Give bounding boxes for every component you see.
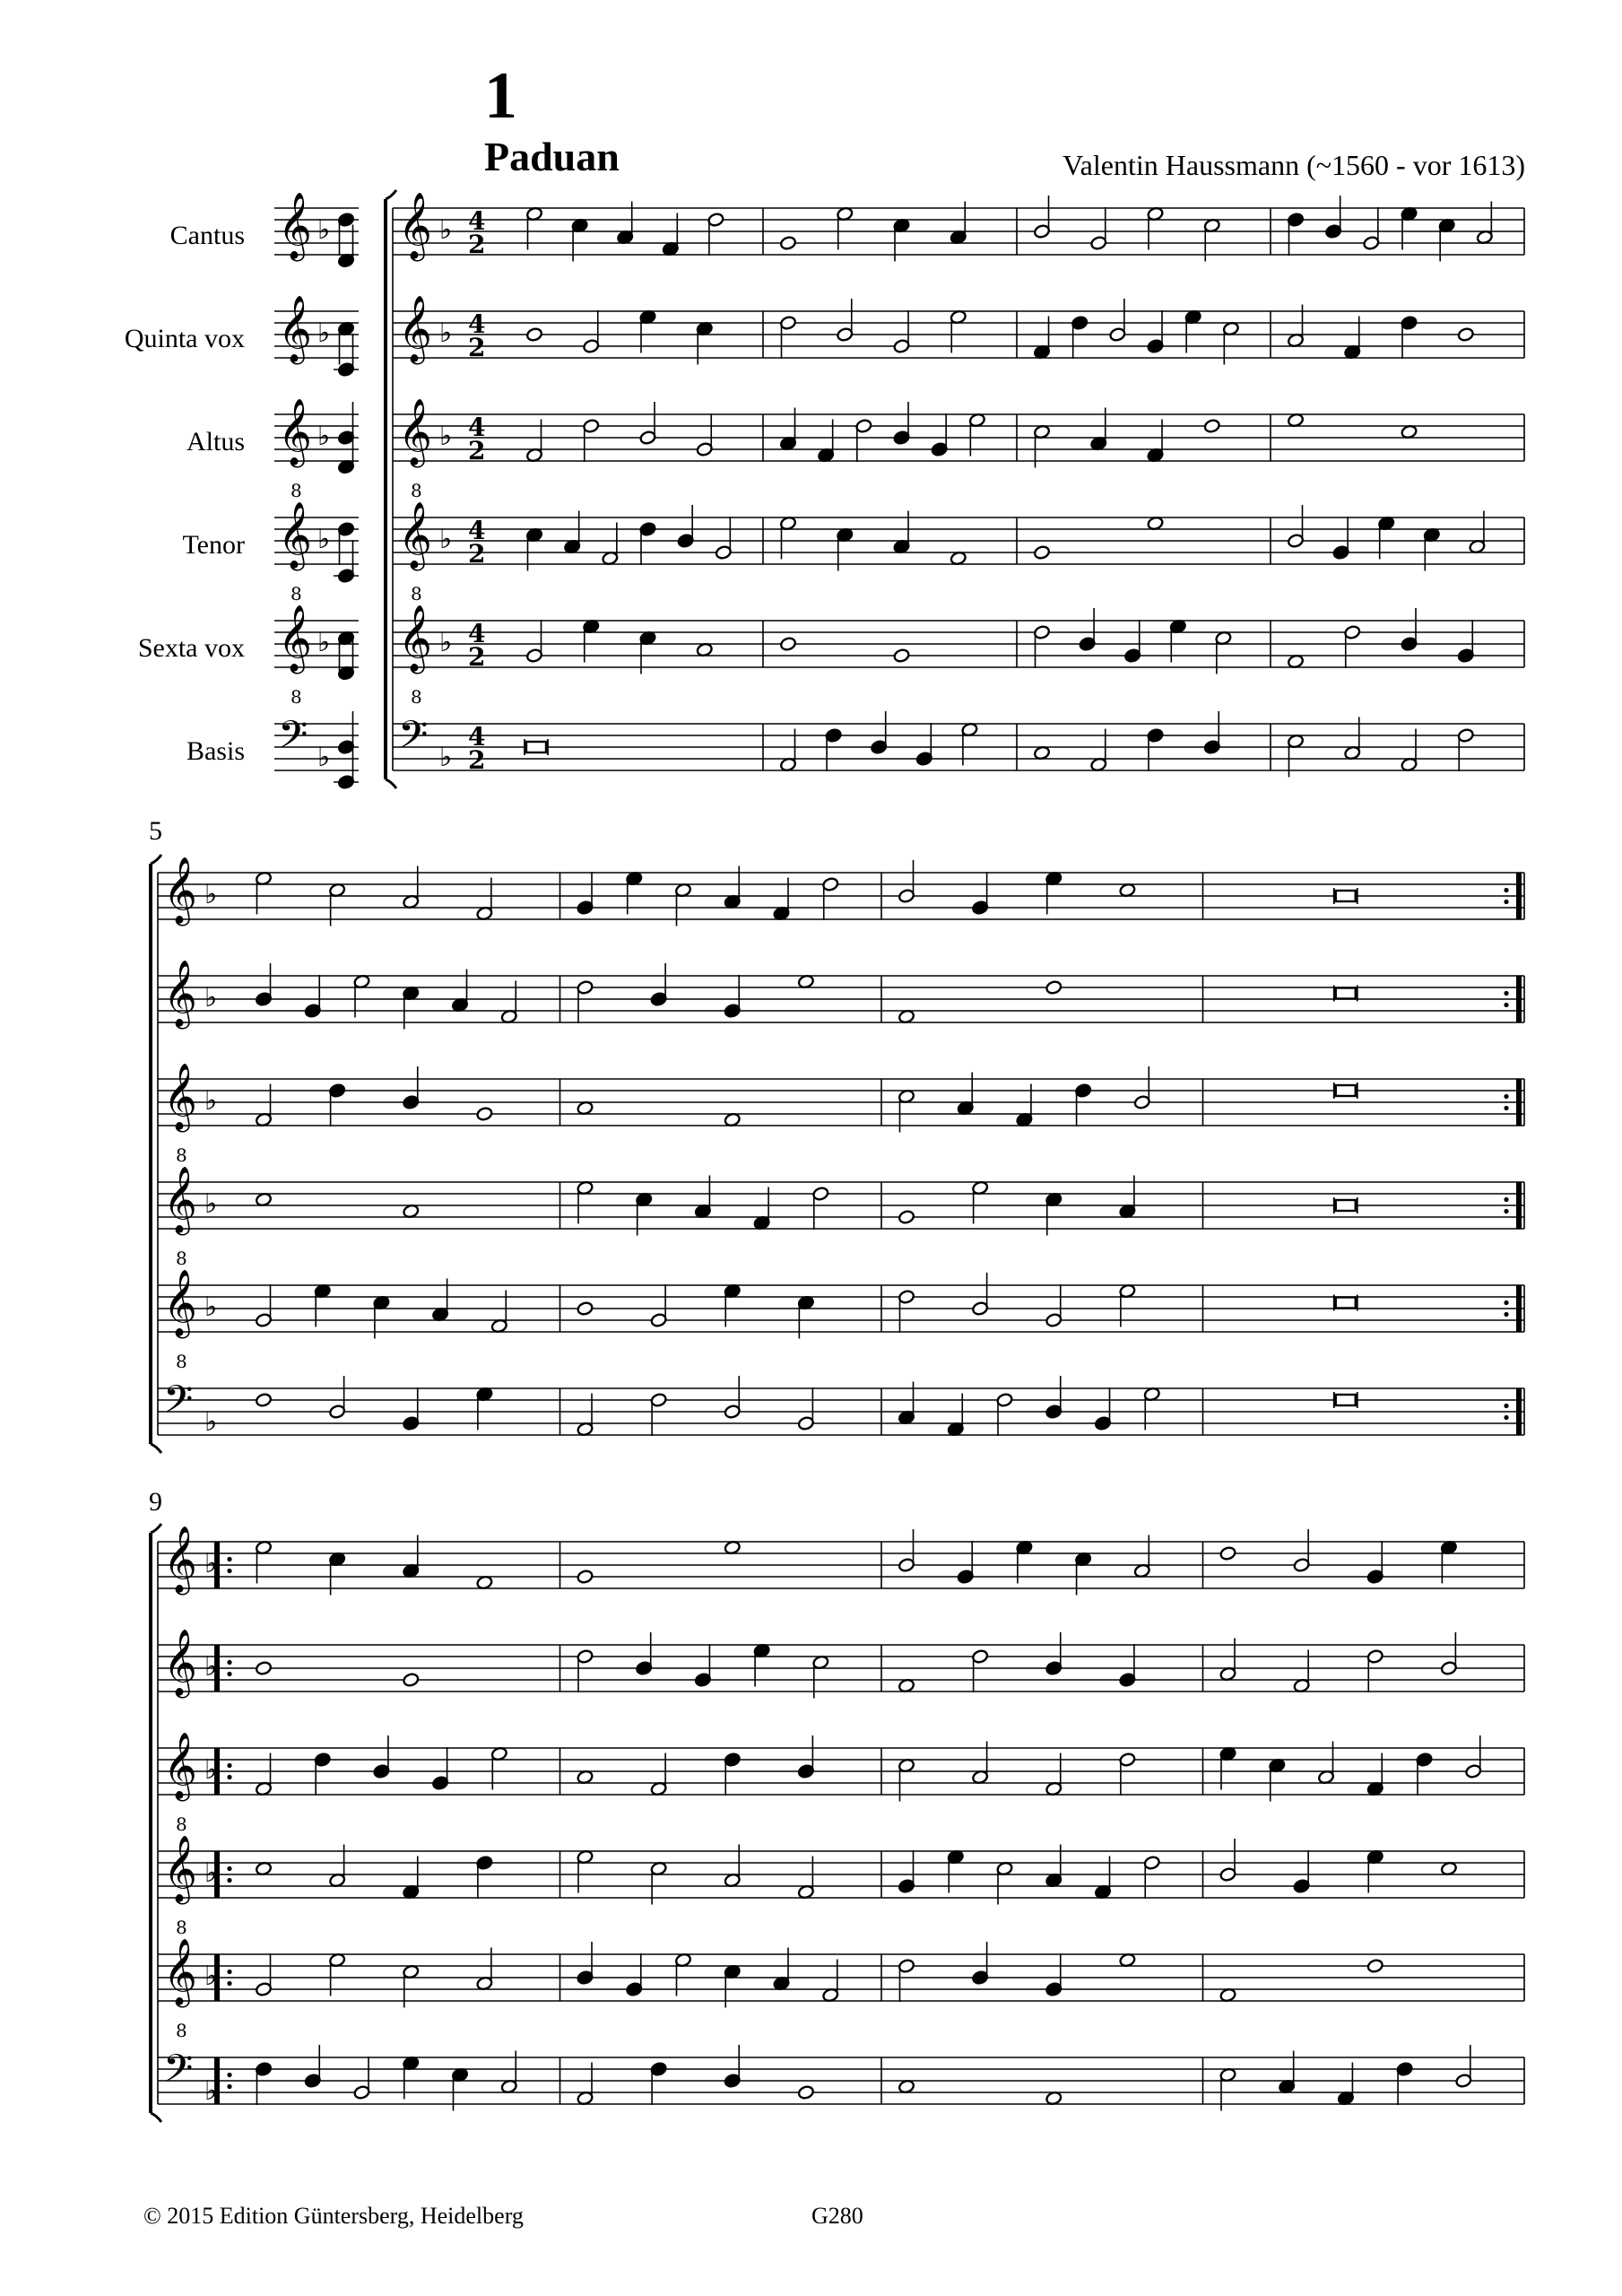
system-1 [386, 190, 1524, 788]
breve-note [1336, 1085, 1356, 1096]
breve-note [1336, 891, 1356, 901]
whole-note [255, 1661, 272, 1676]
whole-note [779, 236, 796, 251]
system-2 [151, 855, 1524, 1453]
breve-note [1336, 1395, 1356, 1405]
repeat-dot [1504, 1312, 1508, 1317]
half-note [837, 327, 854, 343]
part-name-cantus: Cantus [169, 221, 245, 250]
treble-clef: 𝄞 [278, 296, 312, 362]
half-note [1133, 1095, 1150, 1110]
key-signature-flat: ♭ [439, 421, 453, 452]
quarter-note [1401, 316, 1418, 331]
octave-marker: 8 [176, 1813, 187, 1835]
breve-note [1336, 1298, 1356, 1309]
quarter-note [626, 1982, 643, 1997]
whole-note [577, 1301, 594, 1317]
quarter-note [1124, 648, 1141, 664]
repeat-dot [227, 1660, 231, 1665]
key-signature-flat: ♭ [439, 742, 453, 773]
half-note [779, 316, 796, 331]
quarter-note [898, 1879, 915, 1894]
quarter-note [636, 1661, 653, 1676]
quarter-note [577, 900, 594, 916]
treble-clef: 𝄞 [398, 605, 432, 672]
half-note [353, 2085, 370, 2100]
bracket-hook [386, 779, 396, 788]
repeat-dot [227, 2084, 231, 2089]
octave-marker: 8 [411, 480, 422, 501]
time-signature-bottom: 2 [468, 642, 486, 672]
whole-note [1366, 1959, 1383, 1974]
quarter-note [1119, 1673, 1136, 1688]
quarter-note [650, 992, 667, 1007]
time-signature-bottom: 2 [468, 436, 486, 465]
key-signature-flat: ♭ [439, 317, 453, 349]
quarter-note [1203, 740, 1220, 755]
half-note [1219, 1867, 1236, 1883]
time-signature-top: 4 [468, 516, 486, 545]
part-name-quinta-vox: Quinta vox [124, 324, 245, 353]
quarter-note [1147, 339, 1164, 354]
bass-clef: 𝄢 [163, 1378, 194, 1431]
time-signature-bottom: 2 [468, 745, 486, 775]
half-note [898, 889, 915, 904]
quarter-note [1457, 648, 1474, 664]
time-signature-top: 4 [468, 206, 486, 236]
half-note [696, 442, 713, 457]
key-signature-flat: ♭ [317, 627, 331, 658]
repeat-dot [1504, 991, 1508, 996]
breve-note [1336, 1200, 1356, 1211]
quarter-note [957, 1570, 974, 1585]
treble-clef: 𝄞 [398, 399, 432, 465]
part-name-basis: Basis [186, 736, 245, 766]
octave-marker: 8 [411, 686, 422, 708]
quarter-note [1332, 545, 1349, 561]
quarter-note [1416, 1752, 1433, 1768]
key-signature-flat: ♭ [204, 1188, 218, 1220]
breve-note [526, 742, 546, 752]
quarter-note [403, 1416, 420, 1431]
quarter-note [1287, 213, 1304, 228]
half-note [898, 1558, 915, 1573]
quarter-note [304, 2074, 321, 2089]
part-name-sexta-vox: Sexta vox [137, 633, 245, 663]
time-signature-bottom: 2 [468, 230, 486, 259]
repeat-dot [227, 1981, 231, 1986]
time-signature-top: 4 [468, 619, 486, 648]
repeat-dot [227, 1878, 231, 1883]
ambitus-incipits [274, 193, 359, 789]
half-note [1465, 1764, 1482, 1779]
repeat-dot [1504, 900, 1508, 904]
quarter-note [337, 522, 354, 537]
key-signature-flat: ♭ [204, 1406, 218, 1438]
half-note [577, 1649, 594, 1665]
key-signature-flat: ♭ [317, 214, 331, 246]
quarter-note [650, 2062, 667, 2077]
quarter-note [373, 1764, 390, 1779]
key-signature-flat: ♭ [204, 1651, 218, 1683]
treble-clef: 𝄞 [398, 296, 432, 362]
quarter-note [825, 728, 842, 744]
repeat-dot [227, 1672, 231, 1676]
octave-marker: 8 [176, 1248, 187, 1269]
half-note [822, 877, 839, 892]
half-note [1119, 1752, 1136, 1768]
half-note [1033, 625, 1050, 640]
whole-note [1203, 419, 1220, 434]
quarter-note [1045, 1982, 1063, 1997]
quarter-note [871, 740, 888, 755]
octave-marker: 8 [176, 1917, 187, 1938]
bracket-hook [151, 2113, 161, 2122]
quarter-note [577, 1970, 594, 1986]
half-note [1090, 236, 1107, 251]
octave-marker: 8 [291, 583, 302, 604]
bracket-hook [151, 855, 161, 864]
whole-note [893, 648, 910, 664]
repeat-dot [1504, 1094, 1508, 1099]
key-signature-flat: ♭ [204, 1548, 218, 1579]
repeat-dot [1504, 1415, 1508, 1420]
treble-clef: 𝄞 [163, 1733, 197, 1799]
part-name-tenor: Tenor [182, 530, 245, 560]
quarter-note [1293, 1879, 1310, 1894]
whole-note [403, 1673, 420, 1688]
half-note [639, 430, 656, 446]
quarter-note [893, 430, 910, 446]
time-signature-bottom: 2 [468, 333, 486, 362]
quarter-note [724, 1752, 741, 1768]
key-signature-flat: ♭ [439, 214, 453, 246]
quarter-note [337, 213, 354, 228]
composer-credit: Valentin Haussmann (~1560 - vor 1613) [1063, 149, 1525, 181]
key-signature-flat: ♭ [317, 317, 331, 349]
treble-clef: 𝄞 [163, 1836, 197, 1902]
quarter-note [304, 1004, 321, 1019]
key-signature-flat: ♭ [204, 2075, 218, 2107]
bracket-hook [151, 1524, 161, 1533]
quarter-note [432, 1776, 449, 1791]
part-name-altus: Altus [186, 427, 245, 457]
quarter-note [1045, 1661, 1063, 1676]
half-note [715, 545, 732, 561]
half-note [1344, 625, 1361, 640]
half-note [583, 419, 600, 434]
half-note [329, 1405, 346, 1420]
half-note [1109, 327, 1126, 343]
quarter-note [314, 1752, 331, 1768]
quarter-note [972, 1970, 989, 1986]
octave-marker: 8 [176, 2020, 187, 2041]
treble-clef: 𝄞 [163, 1167, 197, 1233]
breve-note [1336, 988, 1356, 999]
quarter-note [724, 1004, 741, 1019]
quarter-note [797, 1764, 814, 1779]
quarter-note [972, 900, 989, 916]
half-note [1366, 1649, 1383, 1665]
treble-clef: 𝄞 [163, 1526, 197, 1593]
treble-clef: 𝄞 [163, 1270, 197, 1336]
treble-clef: 𝄞 [278, 605, 312, 672]
whole-note [525, 327, 542, 343]
quarter-note [329, 1083, 346, 1099]
half-note [972, 1301, 989, 1317]
treble-clef: 𝄞 [163, 1064, 197, 1130]
time-signature-top: 4 [468, 722, 486, 752]
half-note [255, 1982, 272, 1997]
key-signature-flat: ♭ [204, 982, 218, 1013]
half-note [898, 1959, 915, 1974]
quarter-note [915, 752, 932, 767]
bass-clef: 𝄢 [278, 713, 308, 767]
quarter-note [403, 1095, 420, 1110]
whole-note [1045, 980, 1063, 996]
treble-clef: 𝄞 [163, 961, 197, 1027]
quarter-note [255, 2062, 272, 2077]
treble-clef: 𝄞 [163, 1939, 197, 2005]
key-signature-flat: ♭ [204, 1085, 218, 1117]
repeat-dot [227, 1866, 231, 1871]
repeat-dot [227, 2073, 231, 2077]
quarter-note [476, 1856, 493, 1871]
quarter-note [1401, 637, 1418, 652]
whole-note [1219, 1546, 1236, 1561]
catalog-number: G280 [811, 2203, 863, 2229]
whole-note [476, 1107, 493, 1122]
half-note [1455, 2074, 1472, 2089]
half-note [1287, 534, 1304, 549]
half-note [724, 1405, 741, 1420]
half-note [996, 1393, 1013, 1408]
quarter-note [1147, 728, 1164, 744]
half-note [1045, 1313, 1063, 1328]
octave-marker: 8 [176, 1351, 187, 1372]
half-note [650, 1393, 667, 1408]
half-note [707, 213, 724, 228]
key-signature-flat: ♭ [317, 421, 331, 452]
whole-note [797, 2085, 814, 2100]
piece-title: Paduan [484, 134, 620, 179]
treble-clef: 𝄞 [398, 193, 432, 259]
repeat-dot [227, 1763, 231, 1768]
half-note [893, 339, 910, 354]
treble-clef: 𝄞 [278, 399, 312, 465]
quarter-note [255, 992, 272, 1007]
key-signature-flat: ♭ [204, 1857, 218, 1889]
treble-clef: 𝄞 [398, 502, 432, 569]
half-note [1033, 224, 1050, 239]
key-signature-flat: ♭ [204, 1961, 218, 1992]
measure-number-5: 5 [149, 816, 162, 846]
time-signature-top: 4 [468, 413, 486, 442]
quarter-note [724, 2074, 741, 2089]
repeat-dot [227, 1970, 231, 1974]
repeat-dot [1504, 1003, 1508, 1007]
octave-marker: 8 [411, 583, 422, 604]
half-note [1440, 1661, 1457, 1676]
score-systems [151, 190, 1524, 2122]
half-note [650, 1313, 667, 1328]
repeat-dot [1504, 1106, 1508, 1110]
half-note [797, 1416, 814, 1431]
whole-note [577, 1570, 594, 1585]
bass-clef: 𝄢 [398, 713, 429, 767]
whole-note [1033, 545, 1050, 561]
system-3 [151, 1524, 1524, 2122]
quarter-note [677, 534, 694, 549]
half-note [525, 648, 542, 664]
repeat-dot [1504, 1404, 1508, 1408]
key-signature-flat: ♭ [439, 524, 453, 555]
half-note [1143, 1856, 1160, 1871]
measure-number-9: 9 [149, 1487, 162, 1517]
quarter-note [931, 442, 948, 457]
repeat-dot [227, 1775, 231, 1779]
key-signature-flat: ♭ [204, 879, 218, 910]
quarter-note [639, 522, 656, 537]
quarter-note [337, 430, 354, 446]
repeat-dot [1504, 1209, 1508, 1213]
half-note [972, 1649, 989, 1665]
half-note [1363, 236, 1380, 251]
whole-note [779, 637, 796, 652]
repeat-dot [227, 1569, 231, 1573]
treble-clef: 𝄞 [163, 857, 197, 924]
quarter-note [1396, 2062, 1413, 2077]
quarter-note [1045, 1405, 1063, 1420]
octave-marker: 8 [176, 1144, 187, 1166]
half-note [577, 980, 594, 996]
quarter-note [1079, 637, 1096, 652]
half-note [583, 339, 600, 354]
half-note [855, 419, 872, 434]
treble-clef: 𝄞 [278, 502, 312, 569]
quarter-note [337, 740, 354, 755]
repeat-dot [227, 1557, 231, 1561]
repeat-dot [1504, 1197, 1508, 1202]
key-signature-flat: ♭ [204, 1292, 218, 1323]
quarter-note [694, 1673, 711, 1688]
half-note [812, 1187, 829, 1202]
octave-marker: 8 [291, 480, 302, 501]
copyright-notice: © 2015 Edition Güntersberg, Heidelberg [143, 2203, 524, 2229]
treble-clef: 𝄞 [163, 1630, 197, 1696]
key-signature-flat: ♭ [204, 1754, 218, 1786]
repeat-dot [1504, 1300, 1508, 1305]
bass-clef: 𝄢 [163, 2047, 194, 2100]
half-note [255, 1313, 272, 1328]
bracket-hook [386, 190, 396, 199]
quarter-note [1071, 316, 1089, 331]
key-signature-flat: ♭ [317, 742, 331, 773]
half-note [898, 1290, 915, 1305]
half-note [1293, 1558, 1310, 1573]
whole-note [898, 1210, 915, 1225]
half-note [1457, 728, 1474, 744]
piece-number: 1 [484, 59, 517, 133]
quarter-note [1366, 1570, 1383, 1585]
quarter-note [1325, 224, 1342, 239]
key-signature-flat: ♭ [439, 627, 453, 658]
whole-note [255, 1393, 272, 1408]
quarter-note [1075, 1083, 1092, 1099]
octave-marker: 8 [291, 686, 302, 708]
time-signature-top: 4 [468, 309, 486, 339]
bracket-hook [151, 1444, 161, 1453]
key-signature-flat: ♭ [317, 524, 331, 555]
quarter-note [1094, 1416, 1111, 1431]
time-signature-bottom: 2 [468, 539, 486, 569]
treble-clef: 𝄞 [278, 193, 312, 259]
repeat-dot [1504, 888, 1508, 892]
whole-note [1457, 327, 1474, 343]
